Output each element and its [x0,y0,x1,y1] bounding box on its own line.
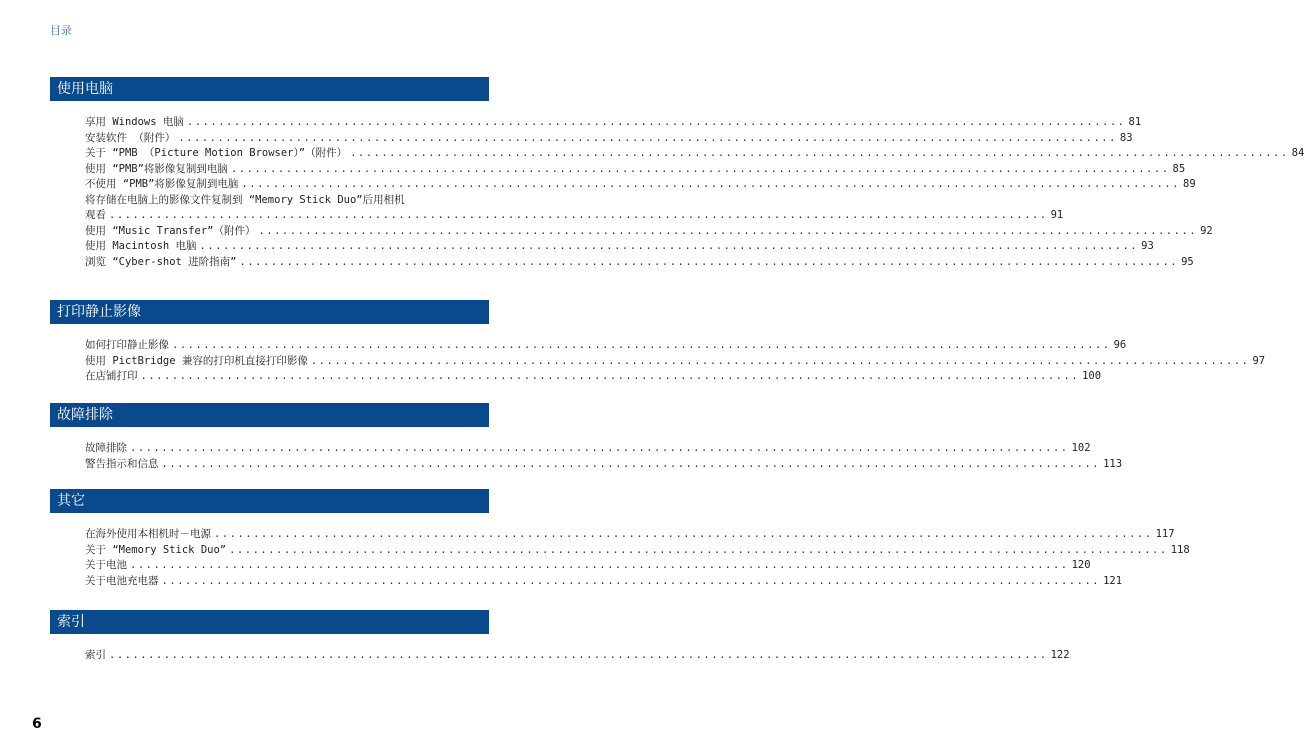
leader-dots: ........................................................................................................................ [130,559,1069,571]
leader-dots: ........................................................................................................................ [178,131,1117,144]
section-pc [50,77,1304,270]
entry-page: 91 [1050,209,1064,221]
entry-title: 使用 “Music Transfer”（附件） [85,224,256,237]
section-heading: 使用电脑 [50,77,489,101]
toc-entry[interactable] [85,441,1091,457]
entry-title: 不使用 “PMB”将影像复制到电脑 [85,178,239,190]
page-number: 6 [32,716,42,732]
entry-page: 117 [1155,528,1175,540]
entry-title: 享用 Windows 电脑 [85,116,184,128]
entry-page: 122 [1050,649,1070,661]
entry-title: 在海外使用本相机时－电源 [85,528,211,540]
entry-page: 102 [1071,442,1091,454]
toc-entry[interactable] [85,457,1123,473]
section-troubleshooting [50,403,1123,472]
leader-dots: ........................................................................................................................ [241,178,1181,190]
toc-entry[interactable] [85,131,1133,147]
entry-page: 97 [1252,354,1266,367]
entry-page: 120 [1071,559,1091,571]
toc-entry[interactable] [85,558,1091,574]
entry-title: 索引 [85,649,106,661]
leader-dots: ........................................................................................................................ [199,240,1139,252]
entry-title: 警告指示和信息 [85,457,159,470]
leader-dots: ........................................................................................................................ [310,354,1250,367]
entry-title: 关于电池 [85,559,127,571]
entry-page: 93 [1141,240,1154,252]
leader-dots: ........................................................................................................................ [230,162,1170,175]
toc-entry[interactable] [85,648,1070,664]
entry-page: 92 [1200,224,1213,237]
leader-dots: ........................................................................................................................ [186,116,1126,128]
entry-title: 安装软件 （附件） [85,131,176,144]
toc-entry[interactable] [85,193,1064,224]
entry-page: 84 [1291,147,1304,159]
entry-title: 关于电池充电器 [85,574,159,587]
toc-entry[interactable] [85,162,1186,178]
entry-page: 96 [1113,339,1127,351]
entry-title: 观看 [85,209,106,221]
toc-entry[interactable] [85,369,1102,385]
section-heading: 其它 [50,489,489,513]
leader-dots: ........................................................................................................................ [258,224,1198,237]
section-index [50,610,1070,664]
section-heading: 故障排除 [50,403,489,427]
toc-entry[interactable] [85,115,1142,131]
entry-page: 121 [1103,574,1123,587]
leader-dots: ........................................................................................................................ [239,255,1179,268]
entry-page: 95 [1181,255,1194,268]
toc-entry[interactable] [85,177,1196,193]
leader-dots: ........................................................................................................................ [172,339,1111,351]
entry-page: 83 [1119,131,1133,144]
entry-page: 85 [1172,162,1186,175]
toc-entry[interactable] [85,239,1154,255]
toc-entry[interactable] [85,574,1123,590]
leader-dots: ........................................................................................................................ [214,528,1153,540]
entry-title-line1: 将存储在电脑上的影像文件复制到 “Memory Stick Duo”后用相机 [85,193,405,206]
leader-dots: ........................................................................................................................ [109,209,1048,221]
toc-entry[interactable] [85,224,1213,240]
toc-entry[interactable] [85,338,1127,354]
entry-title: 关于 “PMB （Picture Motion Browser）”（附件） [85,147,348,159]
entry-title: 使用 PictBridge 兼容的打印机直接打印影像 [85,354,308,367]
entry-title: 使用 “PMB”将影像复制到电脑 [85,162,228,175]
section-print [50,300,1266,385]
toc-entry[interactable] [85,543,1190,559]
entry-title: 关于 “Memory Stick Duo” [85,543,227,556]
leader-dots: ........................................................................................................................ [229,543,1168,556]
entry-title: 使用 Macintosh 电脑 [85,240,197,252]
section-heading: 打印静止影像 [50,300,489,324]
entry-title: 故障排除 [85,442,127,454]
entry-page: 100 [1082,370,1102,382]
entry-title: 在店铺打印 [85,370,138,382]
leader-dots: ........................................................................................................................ [161,574,1101,587]
entry-page: 118 [1170,543,1190,556]
entry-page: 89 [1183,178,1196,190]
section-other [50,489,1190,589]
leader-dots: ........................................................................................................................ [350,147,1289,159]
toc-link[interactable]: 目录 [50,24,72,37]
leader-dots: ........................................................................................................................ [109,649,1048,661]
toc-entry[interactable] [85,255,1194,271]
entry-page: 81 [1128,116,1142,128]
entry-title: 浏览 “Cyber-shot 进阶指南” [85,255,237,268]
leader-dots: ........................................................................................................................ [161,457,1101,470]
toc-entry[interactable] [85,354,1266,370]
entry-page: 113 [1103,457,1123,470]
leader-dots: ........................................................................................................................ [130,442,1069,454]
toc-entry[interactable] [85,527,1175,543]
leader-dots: ........................................................................................................................ [140,370,1080,382]
entry-title: 如何打印静止影像 [85,339,169,351]
toc-entry[interactable] [85,146,1304,162]
section-heading: 索引 [50,610,489,634]
